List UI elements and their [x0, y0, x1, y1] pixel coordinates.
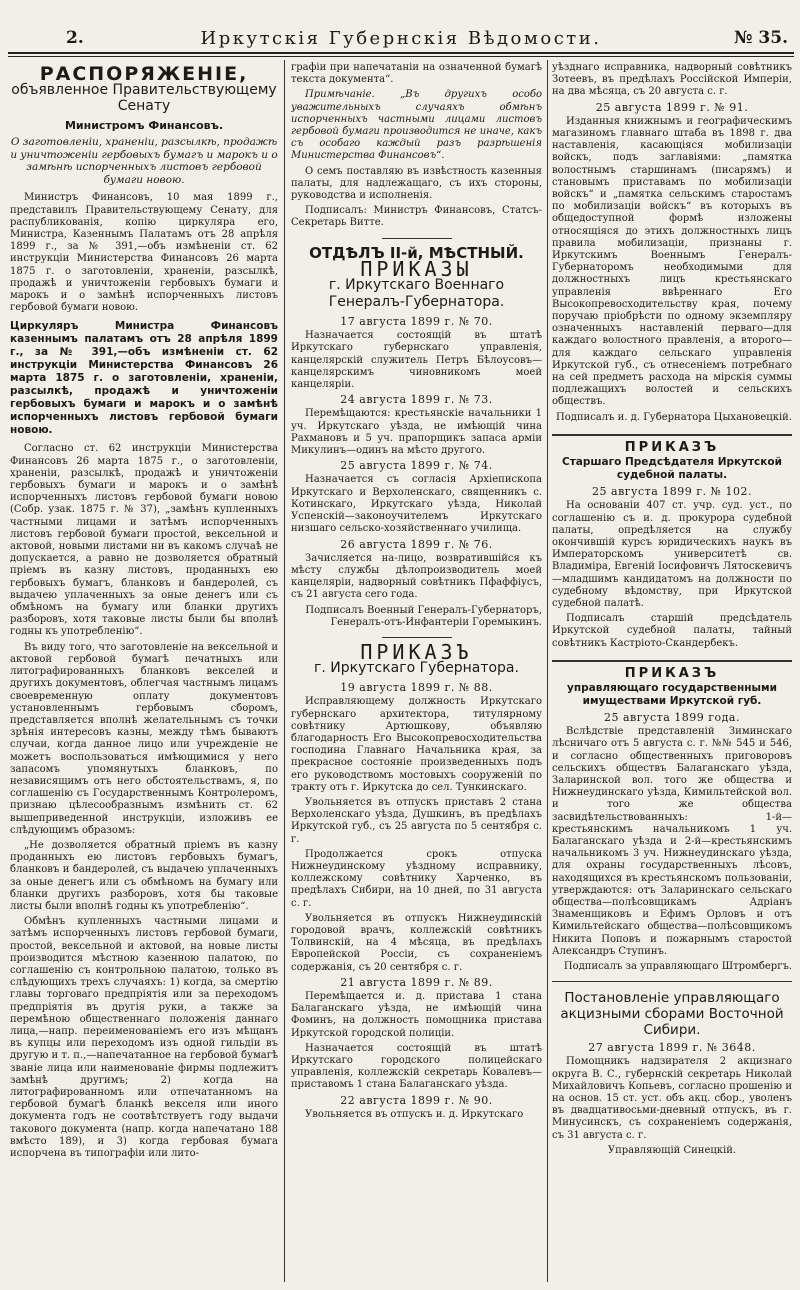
issue-number: № 35. [734, 28, 788, 48]
order-date: 17 августа 1899 г. № 70. [340, 315, 493, 329]
order-text: Изданныя книжнымъ и географическимъ магазиномъ главнаго штаба въ 1898 г. два наставленія, касающіяся мобилизаціи войскъ, подъ заглавіями: „памятка волостнымъ старшинамъ (писарямъ) и становымъ приставамъ по мобилизаціи войскъ“ и „памятка сельскимъ старостамъ по мобилизаціи войскъ“ въ которыхъ въ общедоступной формѣ изложены относящіяся до этихъ должностныхъ лицъ правила мобилизаціи, признаны г. Иркутскимъ Военнымъ Генералъ-Губернаторомъ необходимыми для должностныхъ лицъ крестьянскаго управленія ввѣреннаго Его Высокопревосходительству края, почему поручаю пріобрѣсти по одному экземпляру означенныхъ наставленій перваго—для каждаго волостного правленія, а второго—для каждаго сельскаго управленія Иркутской губ., съ отнесеніемъ потребнаго на сей предметъ расхода на мірскія суммы подлежащихъ волостей и сельскихъ обществъ. [552, 115, 792, 408]
order-date: 25 августа 1899 г. № 102. [592, 485, 752, 499]
order-date: 24 августа 1899 г. № 73. [340, 393, 493, 407]
paragraph: Министръ Финансовъ, 10 мая 1899 г., представилъ Правительствующему Сенату, для распубликованія, копію циркуляра его, Министра, Казеннымъ Палатамъ отъ 28 апрѣля 1899 г., за № 391,—объ измѣненіи ст. 62 инструкціи Министерства Финансовъ 26 марта 1875 г. о заготовленіи, храненіи, разсылкѣ, продажѣ и уничтоженіи гербовыхъ бумаги и марокъ и о замѣнѣ испорченныхъ листовъ гербовой бумаги новою. [10, 192, 278, 314]
issuer-name: Старшаго Предсѣдателя Иркутской судебной палаты. [562, 456, 782, 482]
order-text: На основаніи 407 ст. учр. суд. уст., по соглашенію съ и. д. прокурора судебной палаты, опредѣляется на службу окончившій курсъ юридическихъ наукъ въ Императорскомъ университетѣ св. Владиміра, Евгеній Іосифовичъ Лятоскевичъ—младшимъ кандидатомъ на должности по судебному вѣдомству, при Иркутской судебной палатѣ. [552, 500, 792, 609]
paragraph: Согласно ст. 62 инструкціи Министерства Финансовъ 26 марта 1875 г., о заготовленіи, храненіи, разсылкѣ, продажѣ и уничтоженіи гербовыхъ бумаги и марокъ и о замѣнѣ испорченныхъ листовъ гербовой бумаги новою (Собр. узак. 1875 г. № 37), „замѣнъ купленныхъ частными лицами и затѣмъ испорченныхъ листовъ гербовой бумаги простой, вексельной и актовой, новыми листами ни въ какомъ случаѣ не допускается, а равно не дозволяется обратный пріемъ въ казну листовъ, проданныхъ ею гербовыхъ бумагъ, бланковъ и бандеролей, съ выдачею уплаченныхъ за оные денегъ или съ обмѣномъ на бумагу или бланки другихъ разборовъ, хотя таковые листы были бы вполнѣ годны къ употребленію“. [10, 443, 278, 638]
paragraph: „Не дозволяется обратный пріемъ въ казну проданныхъ ею листовъ гербовыхъ бумагъ, бланковъ и бандеролей, съ выдачею уплаченныхъ за оные денегъ или съ обмѣномъ на бумагу или бланки другихъ разборовъ, хотя бы таковые листы были вполнѣ годны къ употребленію“. [10, 839, 278, 912]
order-date: 21 августа 1899 г. № 89. [340, 975, 493, 989]
order-heading: ПРИКАЗЪ [360, 639, 473, 664]
order-date: 27 августа 1899 г. № 3648. [588, 1041, 756, 1055]
order-text: Назначается состоящій въ штатѣ Иркутскаго городского полицейскаго управленія, коллежскій секретарь Ковалевъ—приставомъ 1 стана Балаганскаго уѣзда. [291, 1042, 542, 1091]
separator [552, 660, 792, 662]
separator [382, 637, 452, 638]
department-heading: ОТДѢЛЪ II-й, МѢСТНЫЙ. [309, 243, 524, 262]
ministry-name: Министромъ Финансовъ. [64, 119, 224, 133]
column-2 [291, 62, 542, 1282]
order-subheading: объявленное Правительствующему Сенату [11, 82, 277, 115]
order-heading: РАСПОРЯЖЕНІЕ, [39, 63, 249, 85]
order-text: Перемѣщается и. д. пристава 1 стана Балаганскаго уѣзда, не имѣющій чина Фоминъ, на должность помощника пристава Иркутской городской полиціи. [291, 991, 542, 1039]
order-text: Назначается состоящій въ штатѣ Иркутскаго губернскаго управленія, канцелярскій служитель Петръ Бѣлоусовъ—канцелярскимъ чиновникомъ моей канцеляріи. [291, 330, 542, 391]
order-text: Помощникъ надзирателя 2 акцизнаго округа В. С., губернскій секретарь Николай Михайловичъ Копьевъ, согласно прошенію и на основ. 15 ст. уст. объ акц. сбор., уволенъ въ двадцативосьми-дневный отпускъ, въ г. Минусинскъ, съ сохраненіемъ содержанія, съ 31 августа с. г. [552, 1056, 792, 1141]
order-date: 25 августа 1899 года. [604, 710, 740, 724]
note-paragraph: Примѣчаніе. „Въ другихъ особо уважительныхъ случаяхъ обмѣнъ испорченныхъ частными лицами листовъ гербовой бумаги производится не иначе, какъ съ особаго каждый разъ разрѣшенія Министерства Финансовъ“. [291, 89, 542, 162]
column-1 [10, 62, 278, 1282]
issuer-name: г. Иркутскаго Губернатора. [314, 660, 519, 677]
order-text: Увольняется въ отпускъ и. д. Иркутскаго [305, 1108, 524, 1120]
order-date: 26 августа 1899 г. № 76. [340, 537, 493, 551]
order-text: Вслѣдствіе представленій Зиминскаго лѣсничаго отъ 5 августа с. г. №№ 545 и 546, и согласно общественныхъ приговоровъ сельскихъ обществъ Балаганскаго уѣзда, Заларинской вол. того же общества и Нижнеудинскаго уѣзда, Кимильтейской вол. и того же общества засвидѣтельствованныхъ: 1-й—крестьянскимъ начальникомъ 1 уч. Балаганскаго уѣзда и 2-й—крестьянскимъ начальникомъ 3 уч. Нижнеудинскаго уѣзда, для охраны государственныхъ лѣсовъ, находящихся въ крестьянскомъ пользованіи, утверждаются: отъ Заларинскаго сельскаго общества—полѣсовщикамъ Адріанъ Знаменщиковъ и Ефимъ Орловъ и отъ Кимильтейскаго общества—полѣсовщикомъ Никита Поповъ и пожарнымъ старостой Александръ Ступинъ. [552, 726, 792, 957]
order-text: Назначается съ согласія Архіепископа Иркутскаго и Верхоленскаго, священникъ с. Котинскаго, Иркутскаго уѣзда, Николай Успенскій—законоучителемъ Иркутскаго низшаго сельско-хозяйственнаго училища. [291, 474, 542, 535]
column-3 [552, 62, 792, 1282]
order-text: Перемѣщаются: крестьянскіе начальники 1 уч. Иркутскаго уѣзда, не имѣющій чина Рахмановъ и 5 уч. прапорщикъ запаса арміи Микулинъ—одинъ на мѣсто другого. [291, 408, 542, 457]
order-heading: ПРИКАЗЪ [624, 439, 720, 455]
order-text: Увольняется въ отпускъ приставъ 2 стана Верхоленскаго уѣзда, Душкинъ, въ предѣлахъ Иркутской губ., съ 25 августа по 5 сентября с. г. [291, 796, 542, 845]
order-text: Исправляющему должность Иркутскаго губернскаго архитектора, титулярному совѣтнику Артюшкову, объявляю благодарность Его Высокопревосходительства господина Главнаго Начальника края, за прекрасное состояніе произведенныхъ подъ его руководствомъ мостовыхъ сооруженій по тракту отъ г. Иркутска до сел. Тункинскаго. [291, 696, 542, 793]
order-date: 25 августа 1899 г. № 91. [595, 100, 749, 114]
paragraph: Въ виду того, что заготовленіе на вексельной и актовой гербовой бумагѣ печатныхъ или литографированныхъ бланковъ векселей и другихъ документовъ, облегчая частнымъ лицамъ своевременную оплату документовъ установленнымъ гербовымъ сборомъ, представляется вполнѣ желательнымъ съ точки зрѣнія интересовъ казны, между тѣмъ бываютъ случаи, когда данное лицо или учрежденіе не можетъ воспользоваться имѣющимися у него запасомъ упомянутыхъ бланковъ, по независящимъ отъ него обстоятельствамъ, я, по соглашенію съ Государственнымъ Контролеромъ, признаю цѣлесообразнымъ измѣнить ст. 62 вышеприведенной инструкціи, изложивъ ее слѣдующимъ образомъ: [10, 641, 278, 836]
separator [552, 434, 792, 436]
paragraph: графіи при напечатаніи на означенной бумагѣ текста документа“. [291, 62, 542, 86]
order-text: Увольняется въ отпускъ Нижнеудинскій городовой врачъ, коллежскій совѣтникъ Толвинскій, на 4 мѣсяца, въ предѣлахъ Европейской Россіи, съ сохраненіемъ содержанія, съ 20 сентября с. г. [291, 912, 542, 973]
order-heading: ПРИКАЗЪ [624, 665, 720, 681]
order-topic: О заготовленіи, храненіи, разсылкѣ, продажѣ и уничтоженіи гербовыхъ бумагъ и марокъ и о замѣнѣ испорченныхъ листовъ гербовой бумаги новою. [10, 136, 278, 186]
orders-heading: ПРИКАЗЫ [360, 256, 473, 281]
page-header [8, 0, 794, 58]
signature: Подписалъ старшій предсѣдатель Иркутской судебной палаты, тайный совѣтникъ Кастріото-Скандербекъ. [552, 613, 792, 649]
signature: Управляющій Синецкій. [607, 1144, 737, 1156]
signature: Подписалъ: Министръ Финансовъ, Статсъ-Секретарь Витте. [291, 205, 542, 229]
paragraph: О семъ поставляю въ извѣстность казенныя палаты, для надлежащаго, съ ихъ стороны, руководства и исполненія. [291, 165, 542, 202]
separator [552, 981, 792, 982]
order-text: Продолжается срокъ отпуска Нижнеудинскому уѣздному исправнику, коллежскому совѣтнику Харченко, въ предѣлахъ Сибири, на 10 дней, по 31 августа с. г. [291, 848, 542, 909]
signature: Подписалъ Военный Генералъ-Губернаторъ, Генералъ-отъ-Инфантеріи Горемыкинъ. [305, 604, 542, 628]
resolution-heading: Постановленіе управляющаго акцизными сборами Восточной Сибири. [560, 990, 784, 1039]
column-divider [284, 60, 285, 1282]
column-divider [547, 60, 548, 1282]
order-date: 19 августа 1899 г. № 88. [340, 681, 493, 695]
separator [382, 238, 452, 239]
issuer-name: управляющаго государственными имуществами Иркутской губ. [567, 681, 777, 707]
signature: Подписалъ за управляющаго Штромбергъ. [563, 961, 792, 972]
paragraph: Обмѣнъ купленныхъ частными лицами и затѣмъ испорченныхъ листовъ гербовой бумаги, простой, вексельной и актовой, на новые листы производится мѣстною казенною палатою, по соглашенію съ контрольною палатою, только въ слѣдующихъ трехъ случаяхъ: 1) когда, за смертію главы торговаго предпріятія или за переходомъ предпріятія въ другія руки, а также за перемѣною общественнаго положенія даннаго лица,—напр. переименованіемъ его изъ мѣщанъ въ купцы или переходомъ изъ одной гильдіи въ другую и т. п.,—напечатанное на гербовой бумагѣ званіе лица или наименованіе фирмы подлежитъ замѣнѣ другимъ; 2) когда на литографированномъ или отпечатанномъ на гербовой бумагѣ бланкѣ векселя или иного документа годъ не соотвѣтствуетъ году выдачи такового документа (напр. когда напечатано 188 вмѣсто 189), и 3) когда гербовая бумага испорчена въ типографіи или лито- [10, 916, 278, 1160]
signature: Подписалъ и. д. Губернатора Цыхановецкій. [555, 411, 792, 423]
order-text: Зачисляется на-лицо, возвратившійся къ мѣсту службы дѣлопроизводитель моей канцеляріи, надворный совѣтникъ Пфаффіусъ, съ 21 августа сего года. [291, 552, 542, 601]
paragraph: уѣзднаго исправника, надворный совѣтникъ Зотеевъ, въ предѣлахъ Россійской Имперіи, на два мѣсяца, съ 20 августа с. г. [552, 62, 792, 98]
header-rule [8, 52, 794, 54]
issuer-name: г. Иркутскаго Военнаго Генералъ-Губернатора. [328, 277, 505, 311]
header-rule-thin [8, 56, 794, 57]
order-date: 22 августа 1899 г. № 90. [340, 1093, 493, 1107]
newspaper-title: Иркутскія Губернскія Вѣдомости. [200, 28, 602, 49]
page-number: 2. [66, 28, 84, 48]
order-date: 25 августа 1899 г. № 74. [340, 459, 493, 473]
circular-title: Циркуляръ Министра Финансовъ казеннымъ палатамъ отъ 28 апрѣля 1899 г., за № 391,—объ измѣненіи ст. 62 инструкціи Министерства Финансовъ 26 марта 1875 г. о заготовленіи, храненіи, разсылкѣ, продажѣ и уничтоженіи гербовыхъ бумаги и марокъ и о замѣнѣ испорченныхъ листовъ гербовой бумаги новою. [10, 320, 278, 437]
